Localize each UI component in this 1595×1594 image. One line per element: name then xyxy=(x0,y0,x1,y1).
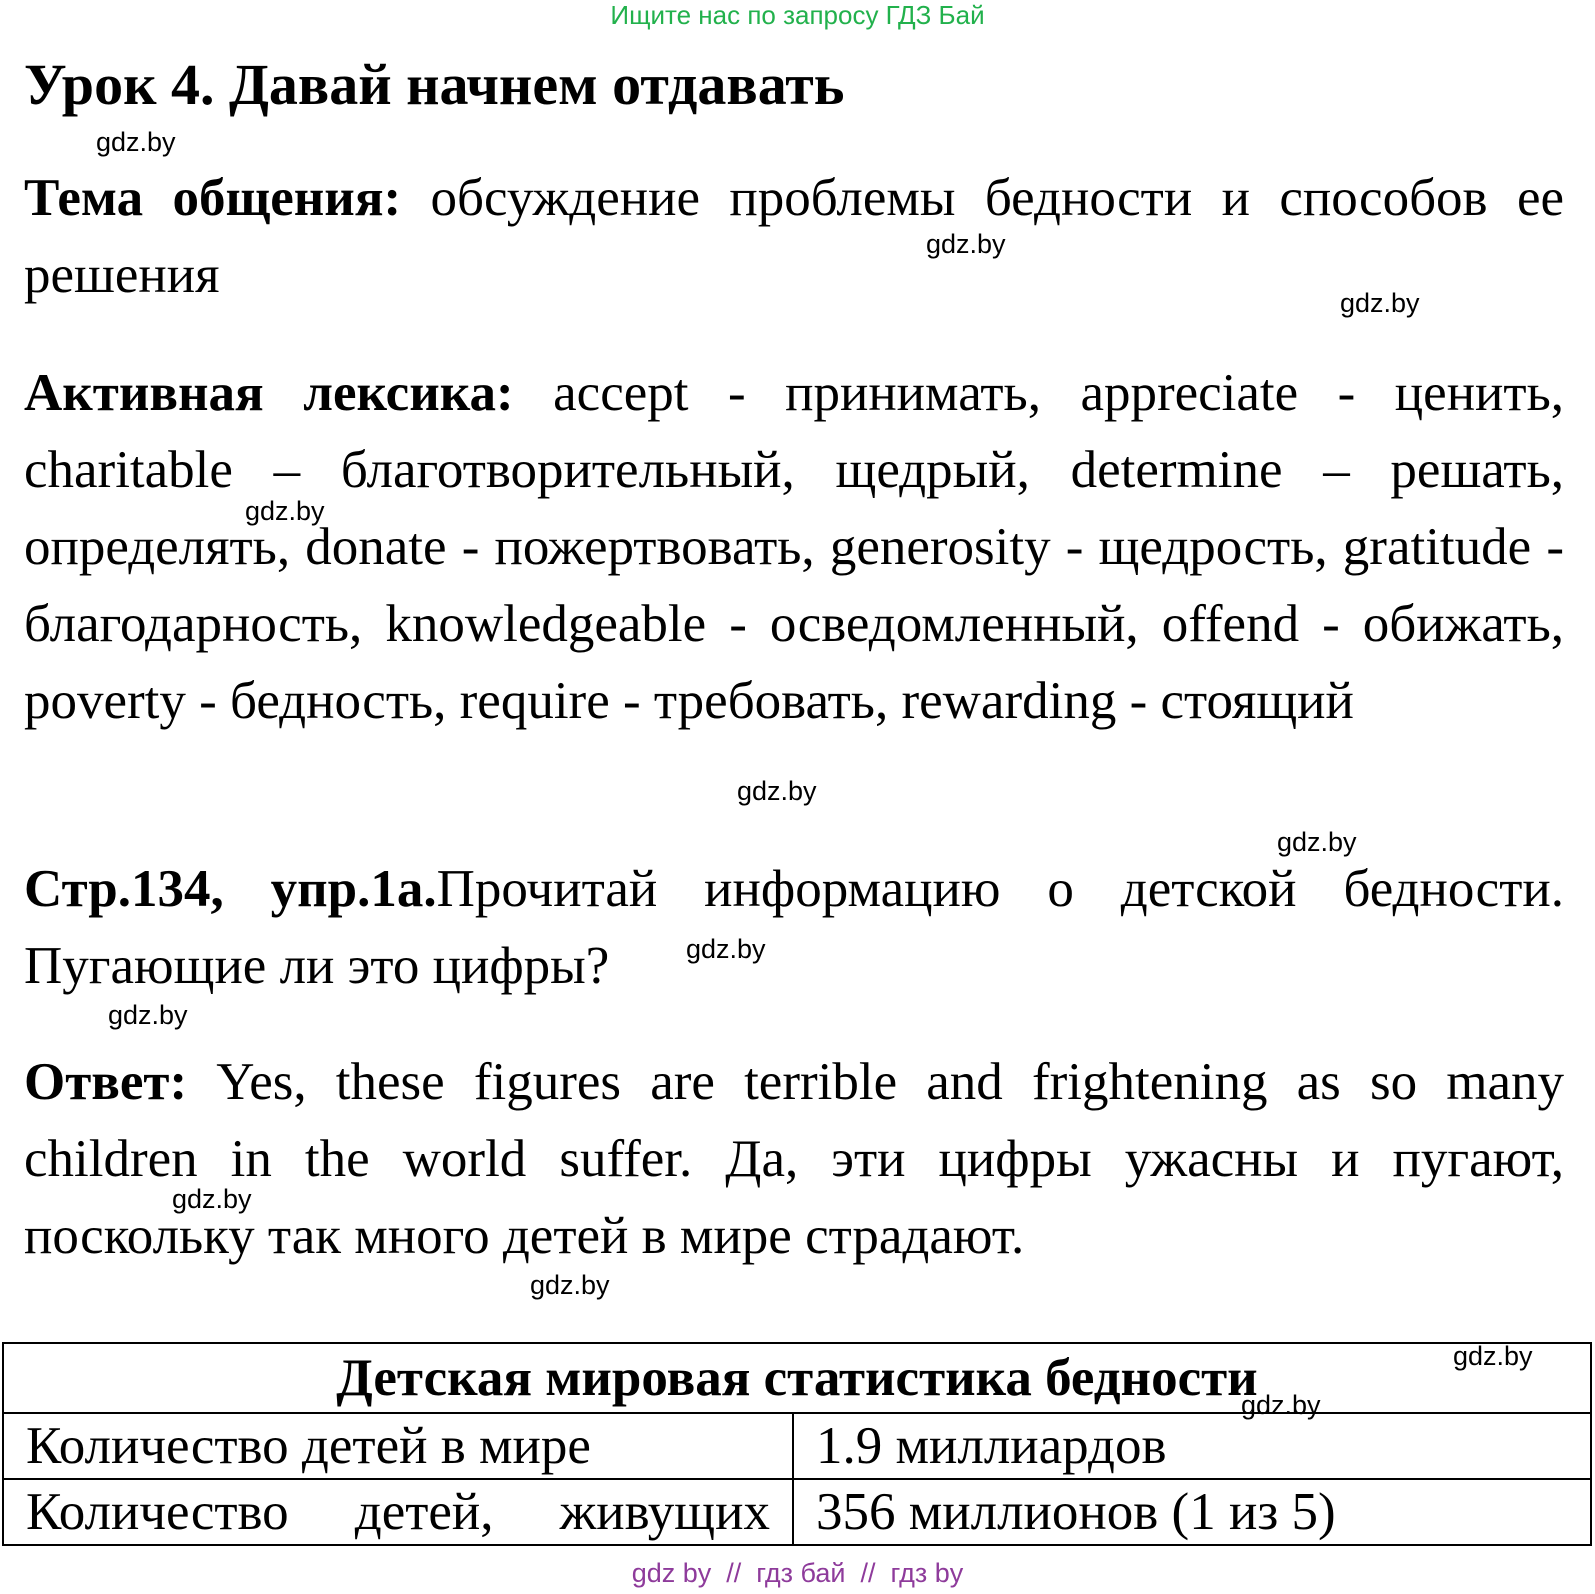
table-header-row xyxy=(3,1343,1591,1413)
watermark: gdz.by xyxy=(108,1000,188,1030)
watermark: gdz.by xyxy=(1241,1390,1321,1420)
lesson-title: Урок 4. Давай начнем отдавать xyxy=(24,52,845,117)
top-banner: Ищите нас по запросу ГДЗ Бай xyxy=(610,0,985,30)
vocabulary-paragraph xyxy=(24,355,1564,740)
footer-links: gdz by // гдз бай // гдз by xyxy=(631,1558,964,1588)
exercise-paragraph xyxy=(24,851,1564,1005)
table-cell-value: 1.9 миллиардов xyxy=(793,1413,1591,1479)
watermark: gdz.by xyxy=(686,934,766,964)
table-title: Детская мировая статистика бедности xyxy=(3,1343,1591,1413)
watermark: gdz.by xyxy=(1277,827,1357,857)
table-cell-label: Количество детей в мире xyxy=(3,1413,793,1479)
exercise-text: Прочитай информацию о детской бедности. Пугающие ли это цифры? xyxy=(24,860,1564,995)
theme-paragraph xyxy=(24,160,1564,314)
watermark: gdz.by xyxy=(1340,288,1420,318)
poverty-statistics-table xyxy=(2,1342,1592,1546)
table-row xyxy=(3,1413,1591,1479)
watermark: gdz.by xyxy=(245,496,325,526)
exercise-label: Стр.134, упр.1а. xyxy=(24,860,437,918)
watermark: gdz.by xyxy=(1453,1341,1533,1371)
vocabulary-label: Активная лексика: xyxy=(24,364,514,422)
watermark: gdz.by xyxy=(530,1270,610,1300)
watermark: gdz.by xyxy=(172,1184,252,1214)
answer-text: Yes, these figures are terrible and frightening as so many children in the world suffer. Да, эти цифры ужасны и пугают, поскольку так много детей в мире страдают. xyxy=(24,1053,1564,1265)
watermark: gdz.by xyxy=(737,776,817,806)
answer-label: Ответ: xyxy=(24,1053,188,1111)
table-row xyxy=(3,1479,1591,1545)
vocabulary-text: accept - принимать, appreciate - ценить, charitable – благотворительный, щедрый, determine – решать, определять, donate - пожертвовать, generosity - щедрость, gratitude - благодарность, knowledgeable - осведомленный, offend - обижать, poverty - бедность, require - требовать, rewarding - стоящий xyxy=(24,364,1565,730)
theme-text: обсуждение проблемы бедности и способов ее решения xyxy=(24,169,1564,304)
table-cell-label: Количество детей, живущих xyxy=(3,1479,793,1545)
watermark: gdz.by xyxy=(926,229,1006,259)
watermark: gdz.by xyxy=(96,127,176,157)
table-cell-value: 356 миллионов (1 из 5) xyxy=(793,1479,1591,1545)
answer-paragraph xyxy=(24,1044,1564,1275)
theme-label: Тема общения: xyxy=(24,169,402,227)
